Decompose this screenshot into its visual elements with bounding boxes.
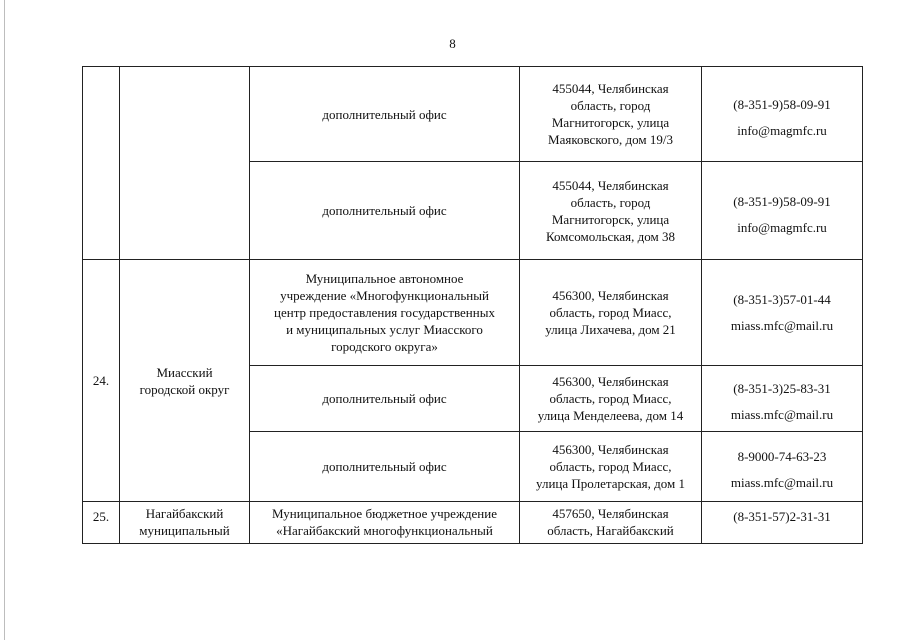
address-line: Комсомольская, дом 38 [546, 228, 675, 244]
address-line: Магнитогорск, улица [551, 115, 670, 130]
office-name-cell [250, 366, 520, 432]
address-cell [520, 162, 702, 260]
email-address: info@magmfc.ru [737, 220, 827, 235]
office-name-line: Муниципальное автономное [305, 271, 464, 286]
address-line: область, город [570, 194, 651, 210]
office-name: дополнительный офис [322, 203, 447, 218]
email-address: miass.mfc@mail.ru [730, 318, 834, 333]
office-name-line: центр предоставления государственных [274, 305, 495, 320]
district-cell [120, 260, 250, 502]
table-row [83, 67, 863, 162]
address-cell [520, 260, 702, 366]
address-line: область, город Миасс, [549, 305, 672, 320]
mfc-offices-table [82, 66, 863, 544]
address-cell [520, 67, 702, 162]
table-row [83, 260, 863, 366]
address-line: 456300, Челябинская [552, 374, 669, 389]
office-name: дополнительный офис [322, 106, 447, 122]
district-name-line: городской округ [139, 381, 230, 397]
page-number: 8 [449, 36, 456, 51]
address-line: улица Лихачева, дом 21 [545, 322, 676, 337]
contact-cell [702, 366, 863, 432]
address-cell [520, 366, 702, 432]
office-name-cell [250, 162, 520, 260]
contact-cell [702, 67, 863, 162]
address-cell [520, 502, 702, 544]
office-name: дополнительный офис [322, 391, 447, 406]
office-name-line: учреждение «Многофункциональный [280, 288, 489, 303]
address-line: улица Пролетарская, дом 1 [536, 476, 685, 491]
district-name-line: Нагайбакский [145, 506, 224, 521]
phone-number: 8-9000-74-63-23 [737, 449, 827, 464]
row-number: 25. [92, 509, 110, 524]
address-line: 456300, Челябинская [552, 442, 669, 457]
contact-cell [702, 432, 863, 502]
contact-cell [702, 502, 863, 544]
district-name-line: Миасский [156, 364, 213, 380]
address-line: улица Менделеева, дом 14 [537, 408, 684, 423]
address-line: Маяковского, дом 19/3 [548, 132, 673, 147]
row-number-cell [83, 67, 120, 260]
address-line: область, город Миасс, [549, 459, 672, 474]
district-cell [120, 67, 250, 260]
address-line: область, город [570, 98, 651, 113]
phone-number: (8-351-57)2-31-31 [733, 509, 831, 524]
office-name-cell [250, 502, 520, 544]
row-number: 24. [92, 373, 110, 388]
email-address: info@magmfc.ru [737, 122, 827, 138]
phone-number: (8-351-9)58-09-91 [733, 194, 831, 209]
row-number-cell [83, 260, 120, 502]
office-name-line: городского округа» [331, 339, 438, 354]
office-name-line: и муниципальных услуг Миасского [286, 322, 483, 337]
office-name-line: Муниципальное бюджетное учреждение [272, 506, 497, 521]
phone-number: (8-351-9)58-09-91 [733, 96, 831, 112]
phone-number: (8-351-3)25-83-31 [733, 381, 831, 396]
row-number-cell [83, 502, 120, 544]
office-name: дополнительный офис [322, 459, 447, 474]
office-name-cell [250, 67, 520, 162]
address-line: область, город Миасс, [549, 391, 672, 406]
district-cell [120, 502, 250, 544]
address-line: Магнитогорск, улица [551, 211, 670, 227]
address-cell [520, 432, 702, 502]
address-line: 457650, Челябинская [552, 506, 669, 521]
office-name-cell [250, 260, 520, 366]
address-line: 455044, Челябинская [552, 177, 669, 193]
page-left-edge-rule [4, 0, 5, 640]
district-name-line: муниципальный [139, 523, 230, 538]
address-line: область, Нагайбакский [547, 523, 674, 538]
contact-cell [702, 260, 863, 366]
contact-cell [702, 162, 863, 260]
email-address: miass.mfc@mail.ru [730, 407, 834, 422]
phone-number: (8-351-3)57-01-44 [733, 292, 831, 307]
table-row [83, 502, 863, 544]
email-address: miass.mfc@mail.ru [730, 475, 834, 490]
office-name-line: «Нагайбакский многофункциональный [276, 523, 493, 538]
office-name-cell [250, 432, 520, 502]
address-line: 456300, Челябинская [552, 288, 669, 303]
address-line: 455044, Челябинская [552, 81, 669, 96]
